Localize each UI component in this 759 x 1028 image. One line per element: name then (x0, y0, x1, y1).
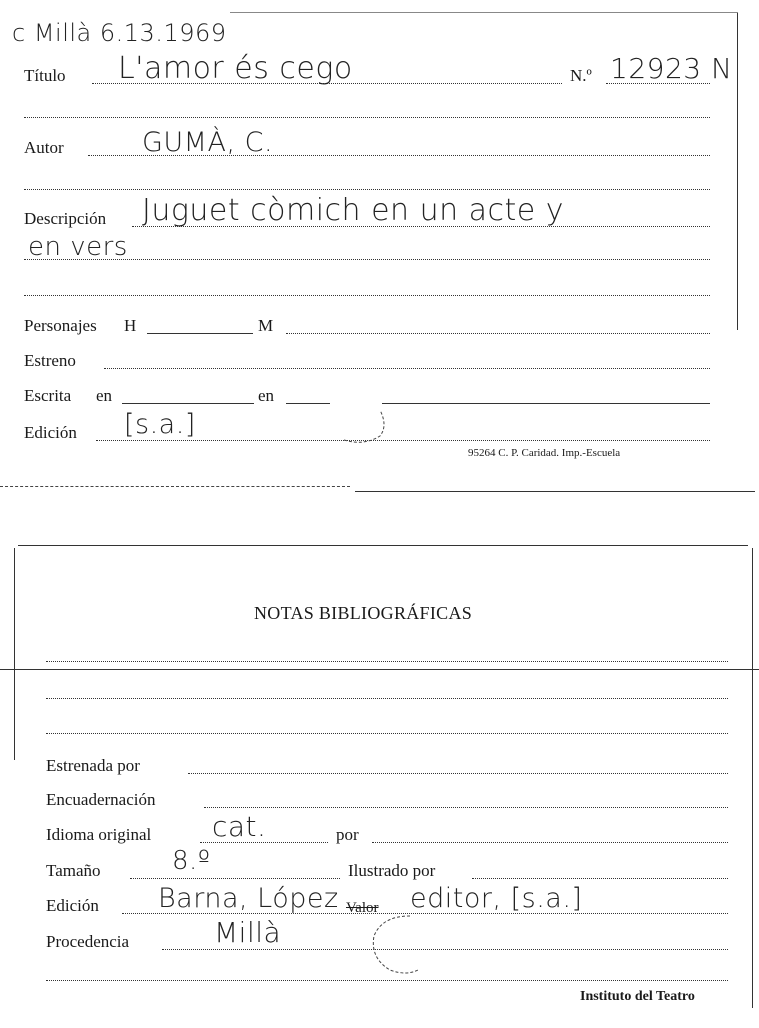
edicion-line (96, 440, 710, 441)
card-left-edge (14, 548, 15, 760)
edicion-value: [s.a.] (124, 409, 196, 440)
procedencia-label: Procedencia (46, 932, 130, 951)
idioma-label: Idioma original (46, 825, 152, 844)
titulo-label: Título (24, 66, 66, 85)
escrita-en-line (122, 403, 254, 404)
escrita-en-label: en (96, 386, 113, 405)
autor-label: Autor (24, 138, 64, 157)
blank-line (46, 698, 728, 699)
imprint: 95264 C. P. Caridad. Imp.-Escuela (468, 447, 621, 459)
blank-line (24, 189, 710, 190)
footer-institution: Instituto del Teatro (580, 989, 695, 1004)
idioma-por-label: por (336, 825, 359, 844)
ilustrado-line (472, 878, 728, 879)
idioma-por-line (372, 842, 728, 843)
personajes-label: Personajes (24, 316, 97, 335)
escrita-en2-line (286, 403, 330, 404)
notas-heading: NOTAS BIBLIOGRÁFICAS (254, 603, 473, 623)
descripcion-label: Descripción (24, 209, 107, 228)
estrenada-label: Estrenada por (46, 756, 140, 775)
tamano-value: 8.º (172, 846, 211, 876)
punch-hole-mark (340, 400, 390, 446)
card-top-rule (230, 12, 738, 13)
blank-line (46, 661, 728, 662)
blank-line (46, 733, 728, 734)
card-cut-edge-dashed (0, 486, 350, 487)
numero-value: 12923 N (610, 52, 733, 85)
blank-line (24, 117, 710, 118)
ilustrado-label: Ilustrado por (348, 861, 436, 880)
idioma-value: cat. (212, 810, 267, 843)
descripcion-value-1: Juguet còmich en un acte y (142, 193, 565, 228)
estreno-line (104, 368, 710, 369)
card-edge (737, 12, 738, 330)
tamano-label: Tamaño (46, 861, 101, 880)
edicion-label: Edición (24, 423, 77, 442)
procedencia-line (162, 949, 728, 950)
numero-label: N.º (570, 66, 592, 85)
escrita-en2-label: en (258, 386, 275, 405)
personajes-m-line (286, 333, 710, 334)
encuadernacion-label: Encuadernación (46, 790, 156, 809)
descripcion-value-2: en vers (28, 232, 128, 262)
blank-line-solid (0, 669, 759, 670)
blank-line (46, 980, 728, 981)
blank-line (24, 295, 710, 296)
edicion2-label: Edición (46, 896, 99, 915)
corner-note: c Millà 6.13.1969 (12, 19, 227, 47)
tamano-line (130, 878, 340, 879)
edicion2-value-2: editor, [s.a.] (410, 883, 583, 914)
card-cut-edge (355, 491, 755, 492)
punch-hole-mark (366, 912, 426, 978)
card-top-rule (18, 545, 748, 546)
estrenada-line (188, 773, 728, 774)
edicion2-value: Barna, López (158, 883, 339, 914)
autor-value: GUMÀ, C. (142, 127, 274, 158)
escrita-label: Escrita (24, 386, 72, 405)
edicion2-struck: Valor (346, 900, 379, 916)
titulo-value: L'amor és cego (118, 51, 353, 86)
estreno-label: Estreno (24, 351, 76, 370)
procedencia-value: Millà (214, 916, 282, 949)
card-right-edge (752, 548, 753, 1008)
encuadernacion-line (204, 807, 728, 808)
personajes-m-label: M (258, 316, 274, 335)
escrita-extra-line (382, 403, 710, 404)
personajes-h-label: H (124, 316, 137, 335)
personajes-h-line (147, 333, 253, 334)
